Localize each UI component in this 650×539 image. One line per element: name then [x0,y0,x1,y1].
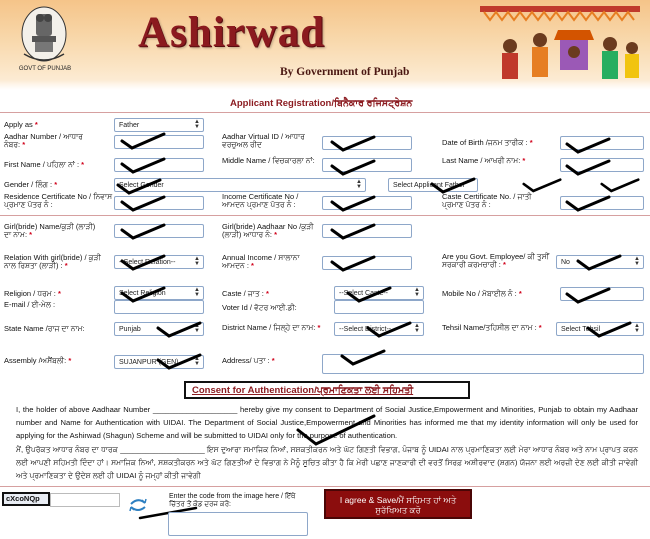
state-label: State Name /ਰਾਜ ਦਾ ਨਾਮ: [4,324,85,333]
consent-box [184,381,470,399]
residence-cert-label: Residence Certificate No / ਨਿਵਾਸ ਪ੍ਰਮਾਣ ਪੱਤਰ ਨੰ : [4,192,113,209]
emblem-caption: GOVT OF PUNJAB [18,66,72,72]
app-subtitle: By Government of Punjab [280,66,410,78]
consent-title: Consent for Authentication/ਪ੍ਰਮਾਣਿਕਤਾ ਲਈ ਸਹਿਮਤੀ [192,385,414,396]
check-mark-icon [565,134,611,154]
mobile-label: Mobile No / ਮੋਬਾਈਲ ਨੰ : * [442,289,522,298]
caste-cert-label: Caste Certificate No. / ਜਾਤੀ ਪ੍ਰਮਾਣ ਪੱਤਰ ਨੰ : [442,192,532,209]
girl-name-label: Girl(bride) Name/ਕੁੜੀ (ਲਾੜੀ) ਦਾ ਨਾਮ: * [4,222,96,239]
consent-paragraph-en: I, the holder of above Aadhaar Number ____________________ hereby give my consent to Department of Social Justice,Empowerment and Minorities, Punjab to obtain my Aadhaar number and Name for Authentication with UIDAI. The Department of Social Justice,Empowerment and Minorities has informed me that my identity information will only be used for applying for the Ashirwad (Shagun) Scheme and will be submitted to UIDAI only for the purpose of authentication. [16,405,638,440]
aadhar-number-label: Aadhar Number / ਆਧਾਰ ਨੰਬਰ: * [4,132,83,149]
religion-select[interactable]: Select Religion ▲ ▼ [114,286,204,300]
captcha-label: Enter the code from the image here / ਇੱਥੇ ਚਿੱਤਰ ਤੋਂ ਕੋਡ ਦਰਜ ਕਰੋ: [169,493,296,508]
girl-aadhaar-label: Girl(bride) Aadhaar No /ਕੁੜੀ (ਲਾੜੀ) ਆਧਾਰ ਨੰ: * [222,222,314,239]
apply-as-label: Apply as * [4,120,38,129]
captcha-input[interactable] [168,512,308,536]
check-mark-icon [430,174,476,194]
caste-select[interactable]: --Select Caste-- ▲ ▼ [334,286,424,300]
middle-name-label: Middle Name / ਵਿਚਕਾਰਲਾ ਨਾਂ: [222,156,315,165]
divider [0,112,650,113]
check-mark-icon [366,318,412,338]
check-mark-icon [120,220,166,240]
gender-select[interactable]: Select Gender ▲ ▼ [114,178,366,192]
govt-employee-select[interactable]: No ▲ ▼ [556,255,644,269]
govt-employee-label: Are you Govt. Employee/ ਕੀ ਤੁਸੀਂ ਸਰਕਾਰੀ ਕਰਮਚਾਰੀ : * [442,252,549,269]
check-mark-icon [296,412,376,446]
district-select[interactable]: --Select District-- ▲ ▼ [334,322,424,336]
relation-select[interactable]: --Select Relation-- ▲ ▼ [114,255,204,269]
check-mark-icon [156,318,202,338]
state-select[interactable]: Punjab ▲ ▼ [114,322,204,336]
check-mark-icon [120,130,166,150]
captcha-code: cXcoNQp [2,492,50,506]
tehsil-label: Tehsil Name/ਤਹਿਸੀਲ ਦਾ ਨਾਮ : * [442,323,542,332]
check-mark-icon [522,174,562,194]
tehsil-select[interactable]: Select Tehsil ▲ ▼ [556,322,644,336]
check-mark-icon [565,156,611,176]
applicant-father-select[interactable]: Select Applicant Father [388,178,478,192]
app-title: Ashirwad [138,9,326,56]
check-mark-icon [120,251,166,271]
refresh-icon[interactable] [128,498,148,512]
voter-id-label: Voter Id / ਵੋਟਰ ਆਈ.ਡੀ: [222,303,297,312]
district-label: District Name / ਜਿਲ੍ਹੇ ਦਾ ਨਾਮ: * [222,323,321,332]
check-mark-icon [330,220,376,240]
captcha-image [50,493,120,507]
religion-label: Religion / ਧਰਮ : * [4,289,61,298]
state-emblem-icon [18,4,70,68]
wedding-illustration-icon [470,0,650,84]
check-mark-icon [340,346,386,366]
caste-label: Caste / ਜਾਤ : * [222,289,269,298]
check-mark-icon [120,192,166,212]
check-mark-icon [586,318,632,338]
income-cert-label: Income Certificate No / ਆਮਦਨ ਪ੍ਰਮਾਣ ਪੱਤਰ ਨੰ : [222,192,299,209]
check-mark-icon [565,192,611,212]
check-mark-icon [120,283,166,303]
registration-title: Applicant Registration/ਬਿਨੈਕਾਰ ਰਜਿਸਟ੍ਰੇਸ਼ਨ [230,98,413,109]
check-mark-icon [330,156,376,176]
check-mark-icon [346,283,392,303]
consent-paragraph-pa: ਮੈਂ, ਉਪਰੋਕਤ ਆਧਾਰ ਨੰਬਰ ਦਾ ਧਾਰਕ ____________________ ਇਸ ਦੁਆਰਾ ਸਮਾਜਿਕ ਨਿਆਂ, ਸਸ਼ਕਤੀਕਰਨ ਅਤੇ ਘੱਟ ਗਿਣਤੀ ਵਿਭਾਗ, ਪੰਜਾਬ ਨੂੰ UIDAI ਨਾਲ ਪ੍ਰਮਾਣਿਕਤਾ ਲਈ ਮੇਰਾ ਆਧਾਰ ਨੰਬਰ ਅਤੇ ਨਾਮ ਪ੍ਰਾਪਤ ਕਰਨ ਲਈ ਆਪਣੀ ਸਹਿਮਤੀ ਦਿੰਦਾ ਹਾਂ। ਸਮਾਜਿਕ ਨਿਆਂ, ਸਸ਼ਕਤੀਕਰਨ ਅਤੇ ਘੱਟ ਗਿਣਤੀਆਂ ਦੇ ਵਿਭਾਗ ਨੇ ਮੈਨੂੰ ਸੂਚਿਤ ਕੀਤਾ ਹੈ ਕਿ ਮੇਰੀ ਪਛਾਣ ਜਾਣਕਾਰੀ ਦੀ ਵਰਤੋਂ ਸਿਰਫ਼ ਅਸ਼ੀਰਵਾਦ (ਸ਼ਗਨ) ਯੋਜਨਾ ਲਈ ਅਰਜ਼ੀ ਦੇਣ ਲਈ ਕੀਤੀ ਜਾਵੇਗੀ ਅਤੇ ਪ੍ਰਮਾਣਿਕਤਾ ਦੇ ਉਦੇਸ਼ ਲਈ ਹੀ UIDAI ਨੂੰ ਜਮ੍ਹਾਂ ਕੀਤੀ ਜਾਵੇਗੀ [16,445,638,480]
aadhar-vid-label: Aadhar Virtual ID / ਆਧਾਰ ਵਰਚੁਅਲ ਰੀਦ [222,132,305,149]
assembly-label: Assembly /ਅਸੈਂਬਲੀ: * [4,356,72,365]
check-mark-icon [330,132,376,152]
divider [0,215,650,216]
check-mark-icon [330,192,376,212]
address-label: Address/ ਪਤਾ : * [222,356,275,365]
email-label: E-mail / ਈ-ਮੇਲ : [4,300,56,309]
last-name-label: Last Name / ਆਖਰੀ ਨਾਮ: * [442,156,526,165]
agree-save-button[interactable]: I agree & Save/ਮੈਂ ਸਹਿਮਤ ਹਾਂ ਅਤੇ ਸੁਰੱਖਿਅਤ ਕਰੋ [324,489,472,519]
check-mark-icon [565,284,611,304]
site-header [0,0,650,90]
first-name-label: First Name / ਪਹਿਲਾ ਨਾਂ : * [4,160,85,169]
divider [0,486,650,487]
gender-label: Gender / ਲਿੰਗ : * [4,180,58,189]
dob-label: Date of Birth /ਜਨਮ ਤਾਰੀਕ : * [442,138,533,147]
check-mark-icon [576,251,622,271]
relation-label: Relation With girl(bride) / ਕੁੜੀ ਨਾਲ ਰਿਸ਼ਤਾ (ਲਾੜੀ) : * [4,253,101,270]
assembly-select[interactable]: SUJANPUR (GEN) ▲ ▼ [114,355,204,369]
check-mark-icon [600,174,640,194]
check-mark-icon [120,154,166,174]
annual-income-label: Annual Income / ਸਾਲਾਨਾ ਆਮਦਨ : * [222,253,300,270]
apply-as-select[interactable]: Father ▲ ▼ [114,118,204,132]
check-mark-icon [156,350,202,370]
check-mark-icon [330,252,376,272]
